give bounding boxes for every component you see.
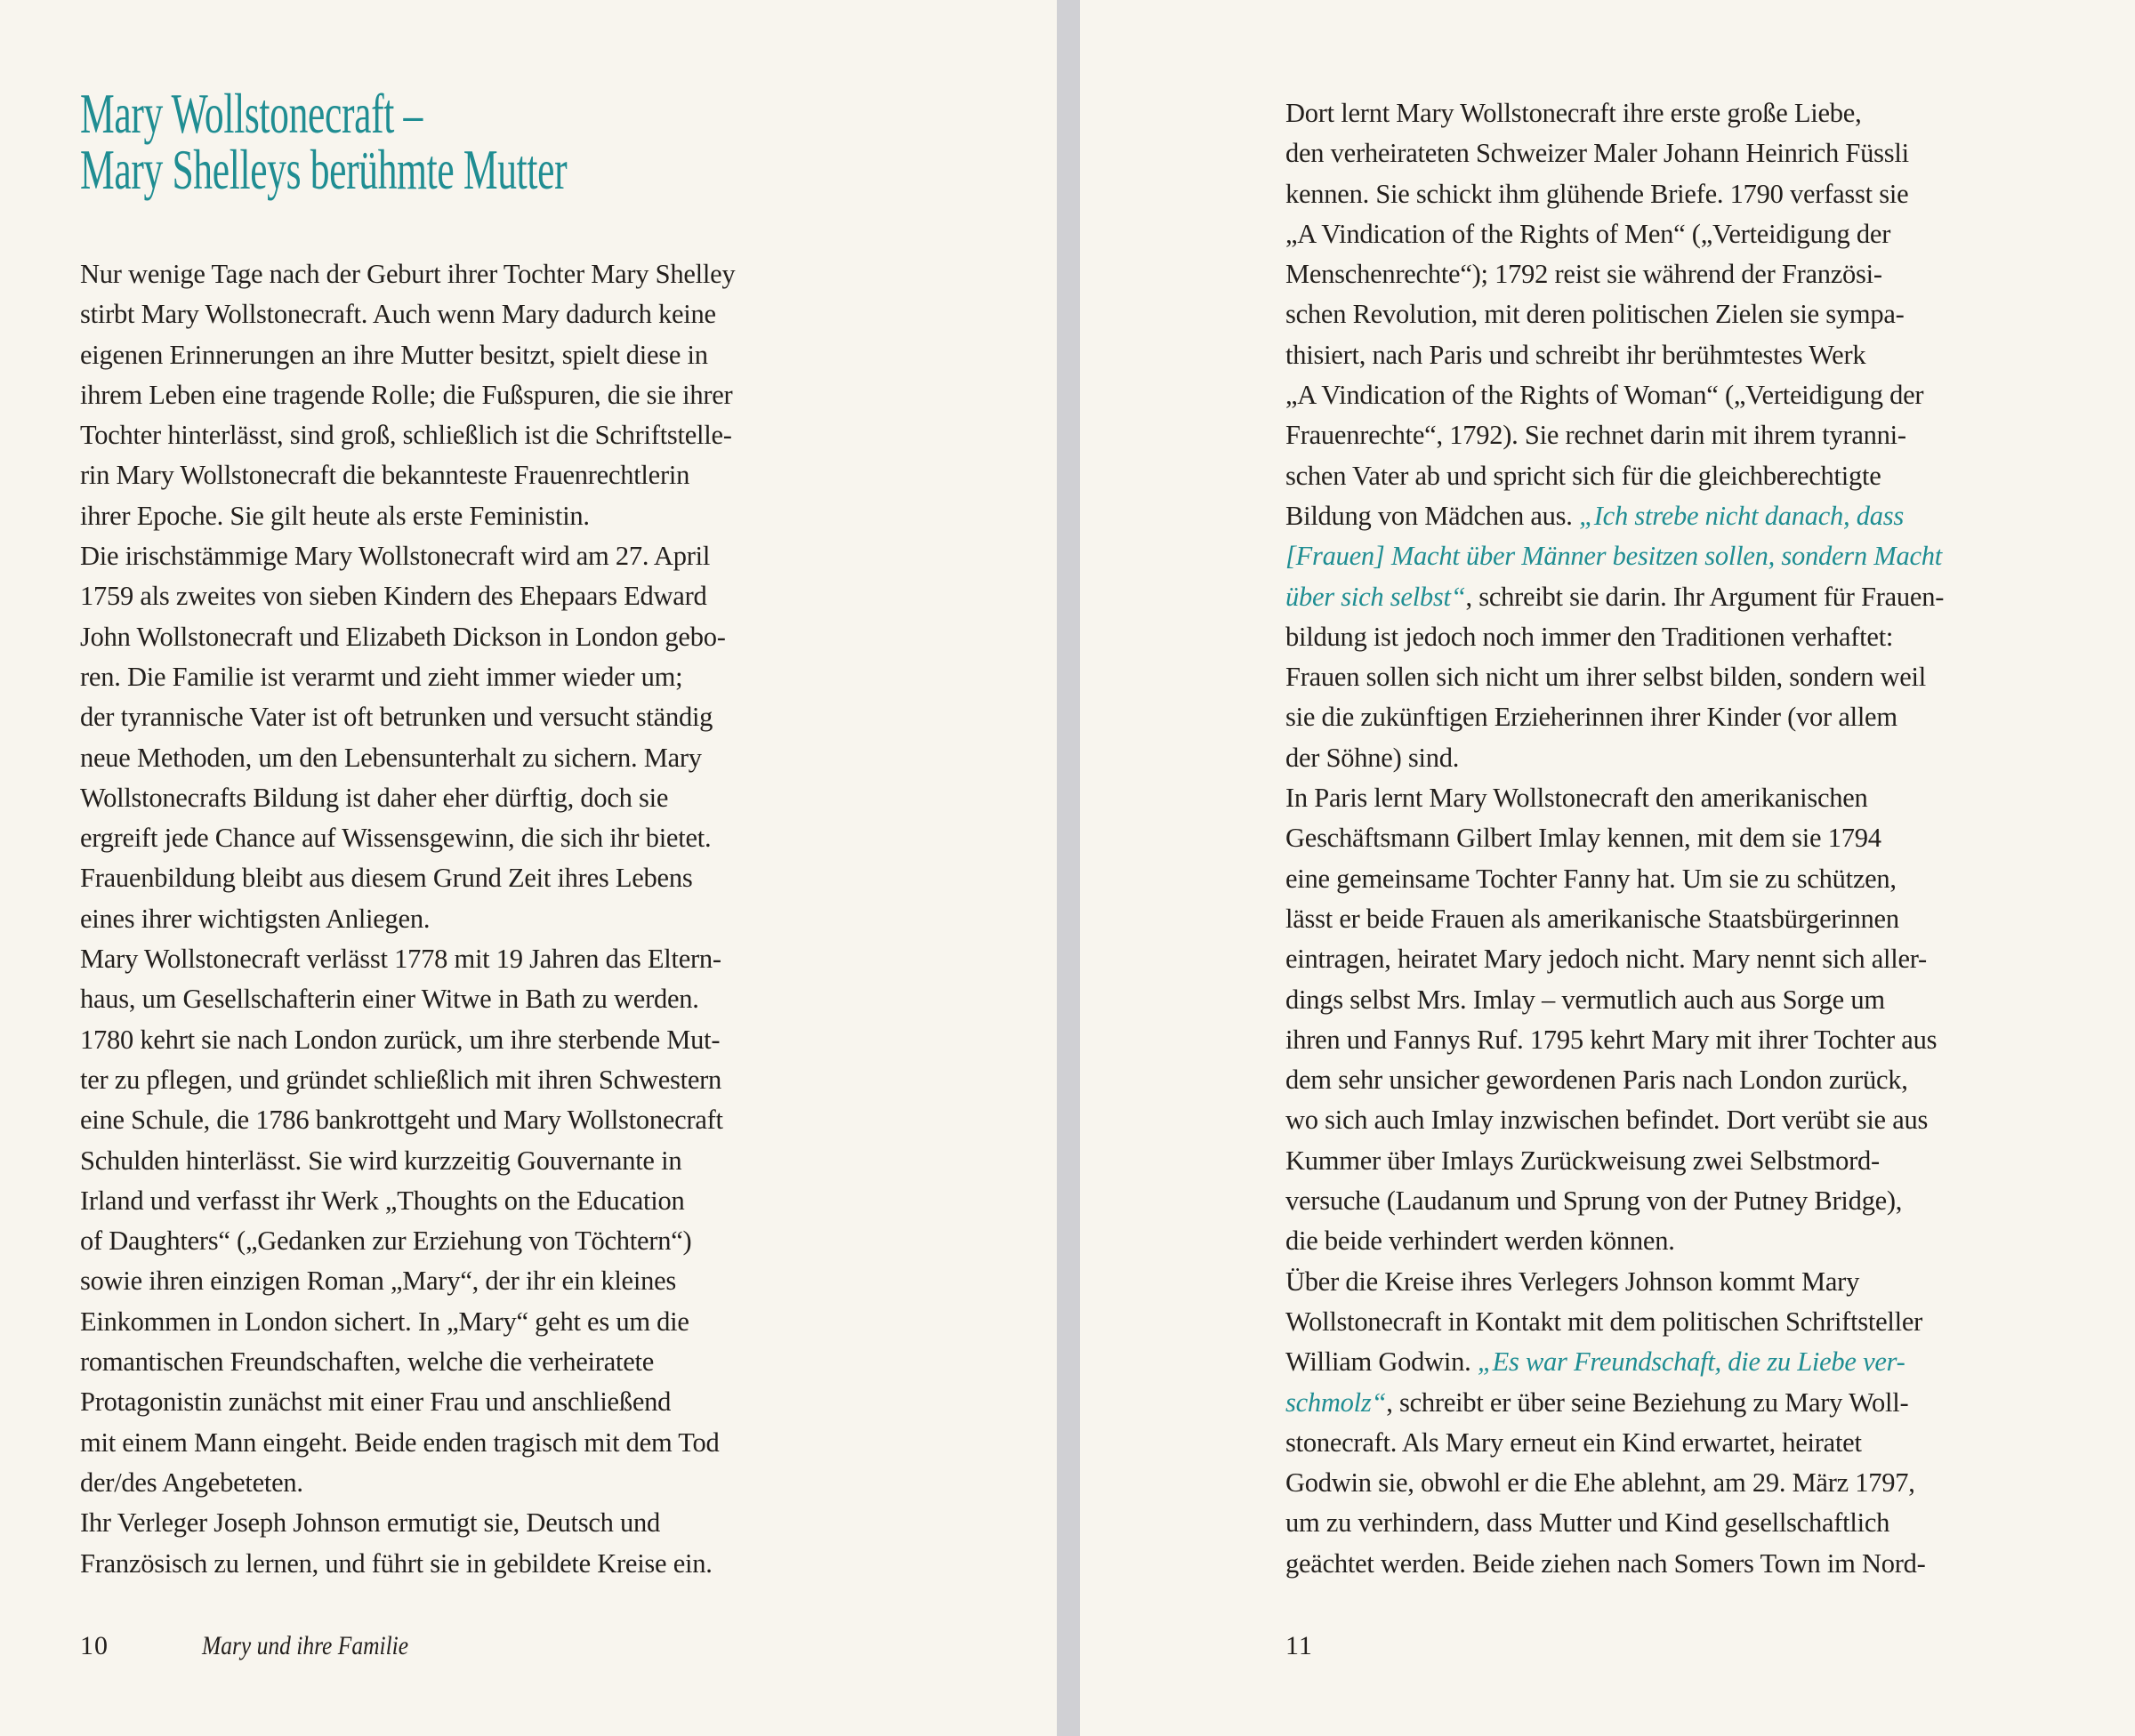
text-line: versuche (Laudanum und Sprung von der Putney Bridge), — [1285, 1185, 1903, 1217]
text-line — [1285, 577, 1944, 617]
chapter-title-line: Mary Wollstonecraft – — [80, 82, 423, 145]
text-line: rin Mary Wollstonecraft die bekannteste Frauenrechtlerin — [80, 460, 690, 491]
text-line: lässt er beide Frauen als amerikanische Staatsbürgerinnen — [1285, 903, 1899, 934]
text-line: Protagonistin zunächst mit einer Frau und anschließend — [80, 1386, 672, 1418]
text-line: sowie ihren einzigen Roman „Mary“, der ihr ein kleines — [80, 1266, 676, 1297]
text-line: Godwin sie, obwohl er die Ehe ablehnt, am 29. März 1797, — [1285, 1467, 1915, 1499]
text-line: Frauenbildung bleibt aus diesem Grund Zeit ihres Lebens — [80, 863, 693, 894]
text-line: Die irischstämmige Mary Wollstonecraft wird am 27. April — [80, 541, 711, 572]
text-line: stirbt Mary Wollstonecraft. Auch wenn Mary dadurch keine — [80, 299, 716, 330]
text-line — [1285, 1383, 1944, 1423]
text-line: dem sehr unsicher gewordenen Paris nach London zurück, — [1285, 1065, 1908, 1096]
text-line: dings selbst Mrs. Imlay – vermutlich auch aus Sorge um — [1285, 984, 1885, 1015]
text-line — [1285, 1342, 1944, 1382]
text-line: geächtet werden. Beide ziehen nach Somers Town im Nord- — [1285, 1547, 1926, 1579]
text-line: romantischen Freundschaften, welche die verheiratete — [80, 1346, 654, 1378]
text-line: Kummer über Imlays Zurückweisung zwei Selbstmord- — [1285, 1145, 1880, 1176]
text-line: der tyrannische Vater ist oft betrunken und versucht ständig — [80, 702, 713, 733]
text-segment: , schreibt er über seine Beziehung zu Mary Woll- — [1386, 1386, 1909, 1418]
text-line: stonecraft. Als Mary erneut ein Kind erwartet, heiratet — [1285, 1427, 1862, 1458]
text-line: ter zu pflegen, und gründet schließlich mit ihren Schwestern — [80, 1064, 722, 1095]
text-line: Einkommen in London sichert. In „Mary“ geht es um die — [80, 1306, 689, 1337]
text-line: der Söhne) sind. — [1285, 742, 1460, 773]
text-line: eintragen, heiratet Mary jedoch nicht. Mary nennt sich aller- — [1285, 944, 1927, 975]
body-text-right — [1285, 93, 1944, 1584]
chapter-title — [80, 82, 568, 201]
text-line: Schulden hinterlässt. Sie wird kurzzeitig Gouvernante in — [80, 1145, 682, 1176]
text-line: In Paris lernt Mary Wollstonecraft den amerikanischen — [1285, 783, 1868, 814]
text-line: der/des Angebeteten. — [80, 1467, 303, 1498]
body-text-left — [80, 254, 735, 1584]
text-line: neue Methoden, um den Lebensunterhalt zu sichern. Mary — [80, 742, 702, 773]
text-line: ergreift jede Chance auf Wissensgewinn, die sich ihr bietet. — [80, 823, 712, 854]
text-line — [1285, 536, 1944, 576]
running-footer: Mary und ihre Familie — [202, 1631, 409, 1660]
text-line: schen Vater ab und spricht sich für die gleichberechtigte — [1285, 460, 1881, 491]
text-line: haus, um Gesellschafterin einer Witwe in Bath zu werden. — [80, 984, 699, 1015]
text-segment: , schreibt sie darin. Ihr Argument für Frauen- — [1465, 581, 1945, 612]
text-line: Frauenrechte“, 1792). Sie rechnet darin mit ihrem tyranni- — [1285, 420, 1906, 451]
text-line: of Daughters“ („Gedanken zur Erziehung von Töchtern“) — [80, 1226, 692, 1257]
text-line: Menschenrechte“); 1792 reist sie während der Französi- — [1285, 259, 1882, 290]
text-line — [1285, 496, 1944, 536]
text-line: ren. Die Familie ist verarmt und zieht immer wieder um; — [80, 661, 683, 692]
quote-text: [Frauen] Macht über Männer besitzen sollen, sondern Macht — [1285, 541, 1942, 572]
chapter-title-line: Mary Shelleys berühmte Mutter — [80, 138, 568, 201]
left-page — [0, 0, 1057, 1736]
text-line: um zu verhindern, dass Mutter und Kind gesellschaftlich — [1285, 1507, 1890, 1539]
page-gutter — [1057, 0, 1080, 1736]
text-line: Ihr Verleger Joseph Johnson ermutigt sie, Deutsch und — [80, 1507, 660, 1539]
text-line: eines ihrer wichtigsten Anliegen. — [80, 903, 431, 934]
text-line: ihrem Leben eine tragende Rolle; die Fußspuren, die sie ihrer — [80, 379, 733, 410]
text-line: 1759 als zweites von sieben Kindern des Ehepaars Edward — [80, 581, 707, 612]
text-line: thisiert, nach Paris und schreibt ihr berühmtestes Werk — [1285, 339, 1866, 370]
text-line: Französisch zu lernen, und führt sie in gebildete Kreise ein. — [80, 1547, 713, 1579]
text-line: Tochter hinterlässt, sind groß, schließlich ist die Schriftstelle- — [80, 420, 732, 451]
text-line: wo sich auch Imlay inzwischen befindet. Dort verübt sie aus — [1285, 1105, 1929, 1136]
right-page — [1080, 0, 2135, 1736]
text-line: Geschäftsmann Gilbert Imlay kennen, mit dem sie 1794 — [1285, 823, 1881, 854]
text-line: eine Schule, die 1786 bankrottgeht und Mary Wollstonecraft — [80, 1105, 723, 1136]
quote-text: „Ich strebe nicht danach, dass — [1579, 500, 1905, 531]
text-line: Frauen sollen sich nicht um ihrer selbst bilden, sondern weil — [1285, 662, 1926, 693]
text-line: Dort lernt Mary Wollstonecraft ihre erste große Liebe, — [1285, 98, 1862, 128]
text-line: mit einem Mann eingeht. Beide enden tragisch mit dem Tod — [80, 1427, 720, 1458]
quote-text: schmolz“ — [1285, 1386, 1387, 1418]
text-line: Wollstonecrafts Bildung ist daher eher dürftig, doch sie — [80, 782, 669, 813]
text-line: eigenen Erinnerungen an ihre Mutter besitzt, spielt diese in — [80, 339, 708, 370]
text-line: ihren und Fannys Ruf. 1795 kehrt Mary mit ihrer Tochter aus — [1285, 1024, 1938, 1055]
text-line: „A Vindication of the Rights of Woman“ („Verteidigung der — [1285, 380, 1924, 411]
text-line: Irland und verfasst ihr Werk „Thoughts on the Education — [80, 1185, 685, 1216]
text-line: kennen. Sie schickt ihm glühende Briefe. 1790 verfasst sie — [1285, 178, 1909, 209]
text-line: Wollstonecraft in Kontakt mit dem politischen Schriftsteller — [1285, 1306, 1923, 1337]
text-line: Nur wenige Tage nach der Geburt ihrer Tochter Mary Shelley — [80, 259, 736, 289]
text-line: „A Vindication of the Rights of Men“ („Verteidigung der — [1285, 218, 1891, 249]
text-line: den verheirateten Schweizer Maler Johann Heinrich Füssli — [1285, 138, 1909, 169]
text-line: schen Revolution, mit deren politischen Zielen sie sympa- — [1285, 299, 1905, 330]
text-line: ihrer Epoche. Sie gilt heute als erste Feministin. — [80, 500, 590, 531]
text-line: 1780 kehrt sie nach London zurück, um ihre sterbende Mut- — [80, 1024, 721, 1055]
text-line: Mary Wollstonecraft verlässt 1778 mit 19 Jahren das Eltern- — [80, 944, 721, 975]
text-segment: Bildung von Mädchen aus. — [1285, 500, 1580, 531]
text-line: die beide verhindert werden können. — [1285, 1226, 1675, 1257]
text-line: Über die Kreise ihres Verlegers Johnson kommt Mary — [1285, 1266, 1860, 1297]
text-segment: William Godwin. — [1285, 1346, 1478, 1378]
page-number-right: 11 — [1285, 1631, 1313, 1660]
quote-text: über sich selbst“ — [1285, 581, 1466, 612]
text-line: eine gemeinsame Tochter Fanny hat. Um sie zu schützen, — [1285, 863, 1897, 894]
text-line: sie die zukünftigen Erzieherinnen ihrer Kinder (vor allem — [1285, 702, 1897, 733]
text-line: John Wollstonecraft und Elizabeth Dickson in London gebo- — [80, 621, 726, 652]
page-number-left: 10 — [80, 1631, 109, 1660]
text-line: bildung ist jedoch noch immer den Traditionen verhaftet: — [1285, 621, 1894, 652]
quote-text: „Es war Freundschaft, die zu Liebe ver- — [1477, 1346, 1905, 1378]
